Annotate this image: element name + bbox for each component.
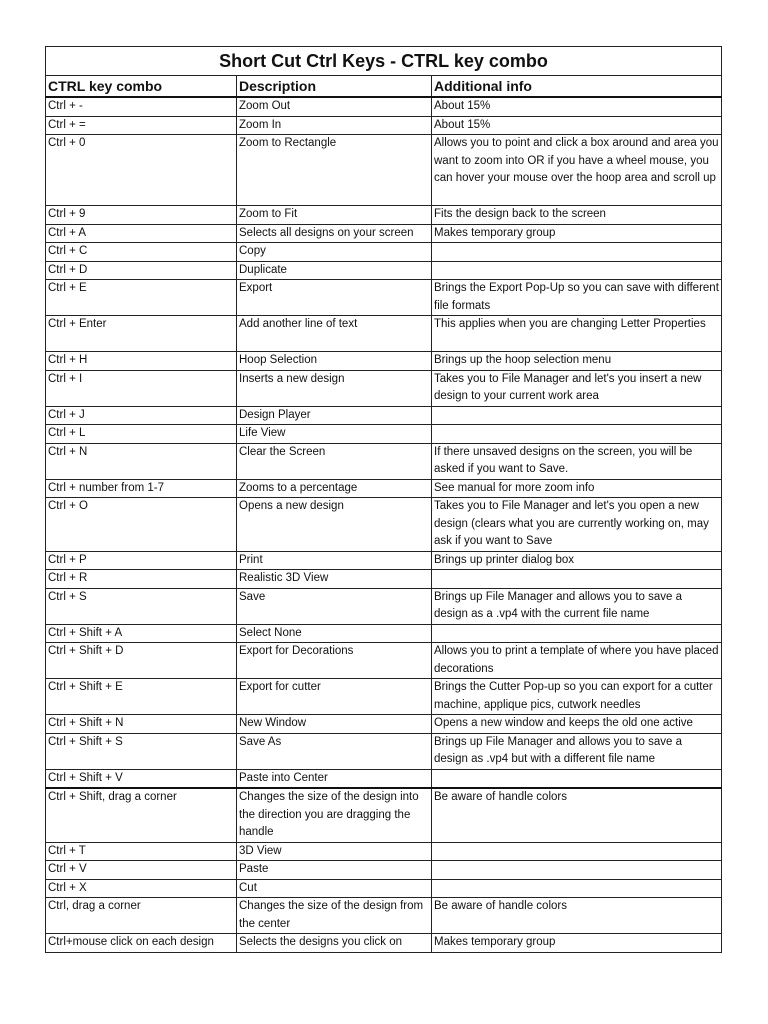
description-cell: Select None	[237, 624, 432, 643]
shortcut-rows	[46, 97, 722, 952]
table-row	[46, 733, 722, 769]
key-combo-cell: Ctrl + T	[46, 842, 237, 861]
key-combo-cell: Ctrl + E	[46, 280, 237, 316]
table-row	[46, 316, 722, 352]
key-combo-cell: Ctrl + 9	[46, 206, 237, 225]
additional-info-cell: Makes temporary group	[432, 224, 722, 243]
key-combo-cell: Ctrl + D	[46, 261, 237, 280]
table-row	[46, 406, 722, 425]
additional-info-cell	[432, 879, 722, 898]
table-row	[46, 243, 722, 262]
table-row	[46, 788, 722, 842]
table-row	[46, 206, 722, 225]
key-combo-cell: Ctrl + V	[46, 861, 237, 880]
description-cell: Export for Decorations	[237, 643, 432, 679]
additional-info-cell: Be aware of handle colors	[432, 788, 722, 842]
key-combo-cell: Ctrl + I	[46, 370, 237, 406]
table-row	[46, 570, 722, 589]
description-cell: Design Player	[237, 406, 432, 425]
additional-info-cell: See manual for more zoom info	[432, 479, 722, 498]
table-row	[46, 261, 722, 280]
additional-info-cell	[432, 624, 722, 643]
description-cell: Selects the designs you click on	[237, 934, 432, 953]
key-combo-cell: Ctrl + -	[46, 97, 237, 116]
table-row	[46, 370, 722, 406]
table-row	[46, 498, 722, 552]
description-cell: Save	[237, 588, 432, 624]
header-description: Description	[237, 76, 432, 98]
additional-info-cell	[432, 842, 722, 861]
description-cell: Changes the size of the design from the center	[237, 898, 432, 934]
table-row	[46, 898, 722, 934]
table-row	[46, 842, 722, 861]
table-row	[46, 879, 722, 898]
additional-info-cell: Brings up printer dialog box	[432, 551, 722, 570]
key-combo-cell: Ctrl + Enter	[46, 316, 237, 352]
table-row	[46, 443, 722, 479]
key-combo-cell: Ctrl + L	[46, 425, 237, 444]
additional-info-cell	[432, 570, 722, 589]
description-cell: Duplicate	[237, 261, 432, 280]
key-combo-cell: Ctrl + O	[46, 498, 237, 552]
description-cell: Inserts a new design	[237, 370, 432, 406]
description-cell: Paste	[237, 861, 432, 880]
table-row	[46, 624, 722, 643]
key-combo-cell: Ctrl + X	[46, 879, 237, 898]
table-row	[46, 116, 722, 135]
key-combo-cell: Ctrl + Shift + E	[46, 679, 237, 715]
header-row	[46, 76, 722, 98]
description-cell: 3D View	[237, 842, 432, 861]
description-cell: Zoom to Fit	[237, 206, 432, 225]
table-row	[46, 97, 722, 116]
additional-info-cell	[432, 861, 722, 880]
additional-info-cell: About 15%	[432, 116, 722, 135]
additional-info-cell: Makes temporary group	[432, 934, 722, 953]
description-cell: Clear the Screen	[237, 443, 432, 479]
key-combo-cell: Ctrl + Shift + S	[46, 733, 237, 769]
table-row	[46, 352, 722, 371]
table-row	[46, 769, 722, 788]
description-cell: Print	[237, 551, 432, 570]
description-cell: Selects all designs on your screen	[237, 224, 432, 243]
additional-info-cell: Allows you to point and click a box around and area you want to zoom into OR if you have a wheel mouse, you can hover your mouse over the hoop area and scroll up	[432, 135, 722, 206]
key-combo-cell: Ctrl + number from 1-7	[46, 479, 237, 498]
additional-info-cell: Fits the design back to the screen	[432, 206, 722, 225]
key-combo-cell: Ctrl + Shift, drag a corner	[46, 788, 237, 842]
additional-info-cell	[432, 769, 722, 788]
additional-info-cell: This applies when you are changing Letter Properties	[432, 316, 722, 352]
additional-info-cell: Brings up File Manager and allows you to save a design as .vp4 but with a different file name	[432, 733, 722, 769]
key-combo-cell: Ctrl + Shift + V	[46, 769, 237, 788]
description-cell: Save As	[237, 733, 432, 769]
additional-info-cell: Takes you to File Manager and let's you insert a new design to your current work area	[432, 370, 722, 406]
description-cell: Opens a new design	[237, 498, 432, 552]
additional-info-cell: Brings up File Manager and allows you to save a design as a .vp4 with the current file name	[432, 588, 722, 624]
header-additional-info: Additional info	[432, 76, 722, 98]
table-row	[46, 135, 722, 206]
additional-info-cell: Brings the Cutter Pop-up so you can export for a cutter machine, applique pics, cutwork needles	[432, 679, 722, 715]
description-cell: Life View	[237, 425, 432, 444]
table-row	[46, 425, 722, 444]
additional-info-cell	[432, 243, 722, 262]
additional-info-cell	[432, 425, 722, 444]
table-row	[46, 280, 722, 316]
description-cell: Zoom In	[237, 116, 432, 135]
additional-info-cell: If there unsaved designs on the screen, you will be asked if you want to Save.	[432, 443, 722, 479]
table-row	[46, 551, 722, 570]
shortcut-sheet	[45, 46, 721, 953]
key-combo-cell: Ctrl + 0	[46, 135, 237, 206]
key-combo-cell: Ctrl + =	[46, 116, 237, 135]
description-cell: Zoom to Rectangle	[237, 135, 432, 206]
description-cell: Zooms to a percentage	[237, 479, 432, 498]
description-cell: Paste into Center	[237, 769, 432, 788]
description-cell: Zoom Out	[237, 97, 432, 116]
description-cell: Changes the size of the design into the direction you are dragging the handle	[237, 788, 432, 842]
additional-info-cell: Brings up the hoop selection menu	[432, 352, 722, 371]
table-row	[46, 643, 722, 679]
key-combo-cell: Ctrl+mouse click on each design	[46, 934, 237, 953]
table-row	[46, 588, 722, 624]
key-combo-cell: Ctrl + R	[46, 570, 237, 589]
key-combo-cell: Ctrl + H	[46, 352, 237, 371]
shortcut-table	[45, 46, 722, 953]
key-combo-cell: Ctrl + N	[46, 443, 237, 479]
additional-info-cell: Opens a new window and keeps the old one active	[432, 715, 722, 734]
additional-info-cell: Allows you to print a template of where you have placed decorations	[432, 643, 722, 679]
key-combo-cell: Ctrl + Shift + A	[46, 624, 237, 643]
description-cell: Copy	[237, 243, 432, 262]
header-key-combo: CTRL key combo	[46, 76, 237, 98]
key-combo-cell: Ctrl + S	[46, 588, 237, 624]
table-row	[46, 679, 722, 715]
sheet-title: Short Cut Ctrl Keys - CTRL key combo	[46, 47, 722, 76]
description-cell: Realistic 3D View	[237, 570, 432, 589]
table-row	[46, 715, 722, 734]
description-cell: Export	[237, 280, 432, 316]
table-row	[46, 224, 722, 243]
table-row	[46, 934, 722, 953]
key-combo-cell: Ctrl + C	[46, 243, 237, 262]
key-combo-cell: Ctrl + A	[46, 224, 237, 243]
description-cell: Export for cutter	[237, 679, 432, 715]
title-row	[46, 47, 722, 76]
additional-info-cell: About 15%	[432, 97, 722, 116]
additional-info-cell: Be aware of handle colors	[432, 898, 722, 934]
description-cell: New Window	[237, 715, 432, 734]
additional-info-cell: Takes you to File Manager and let's you open a new design (clears what you are currently working on, may ask if you want to Save	[432, 498, 722, 552]
key-combo-cell: Ctrl + Shift + D	[46, 643, 237, 679]
table-row	[46, 861, 722, 880]
description-cell: Add another line of text	[237, 316, 432, 352]
description-cell: Cut	[237, 879, 432, 898]
additional-info-cell	[432, 406, 722, 425]
additional-info-cell: Brings the Export Pop-Up so you can save with different file formats	[432, 280, 722, 316]
key-combo-cell: Ctrl + P	[46, 551, 237, 570]
key-combo-cell: Ctrl, drag a corner	[46, 898, 237, 934]
table-row	[46, 479, 722, 498]
description-cell: Hoop Selection	[237, 352, 432, 371]
key-combo-cell: Ctrl + Shift + N	[46, 715, 237, 734]
additional-info-cell	[432, 261, 722, 280]
key-combo-cell: Ctrl + J	[46, 406, 237, 425]
